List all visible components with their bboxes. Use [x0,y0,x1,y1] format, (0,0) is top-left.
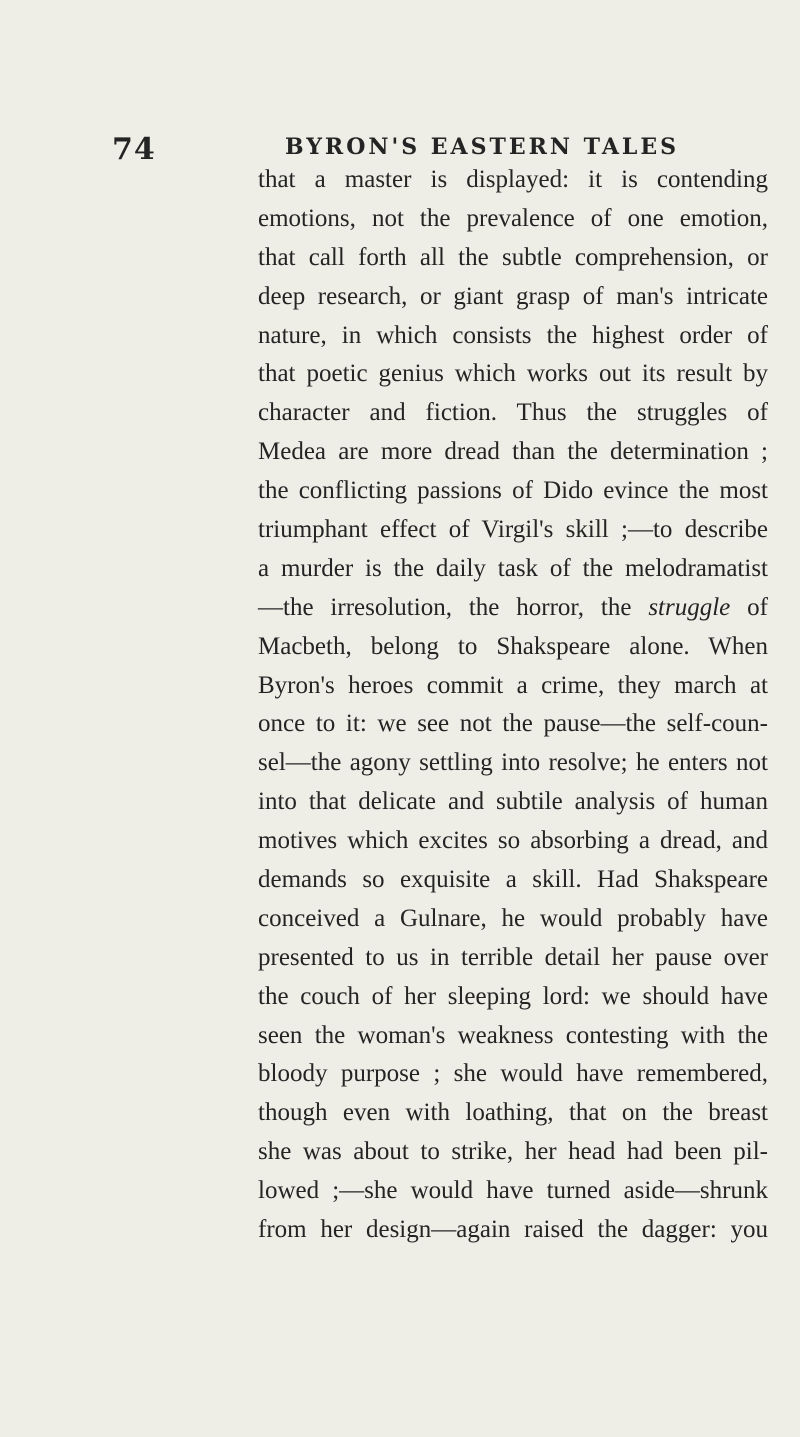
text-line: nature, in which consists the highest order of [258,321,768,349]
text-line: sel—the agony settling into resolve; he enters not [258,749,768,777]
text-line: once to it: we see not the pause—the self-coun- [258,710,768,738]
text-line: into that delicate and subtile analysis of human [258,788,768,816]
text-line: that a master is displayed: it is contending [258,166,768,193]
text-line: Medea are more dread than the determination ; [258,438,768,466]
text-line: conceived a Gulnare, he would probably have [258,904,768,932]
text-line: a murder is the daily task of the melodramatist [258,554,768,582]
text-line: bloody purpose ; she would have remembered, [258,1060,768,1088]
text-line: seen the woman's weakness contesting with the [258,1021,768,1049]
italic-word: struggle [648,593,731,621]
text-line: that poetic genius which works out its result by [258,360,768,388]
text-line: the conflicting passions of Dido evince the most [258,477,768,505]
text-line: lowed ;—she would have turned aside—shrunk [258,1177,768,1205]
body-text [258,161,768,1250]
running-title: BYRON'S EASTERN TALES [285,134,680,160]
text-line: that call forth all the subtle comprehension, or [258,243,768,271]
text-segment: —the irresolution, the horror, the [258,593,649,621]
text-line [258,589,768,628]
text-line: the couch of her sleeping lord: we should have [258,982,768,1010]
text-line: deep research, or giant grasp of man's intricate [258,282,768,310]
text-line: demands so exquisite a skill. Had Shakspeare [258,866,768,894]
text-line: Macbeth, belong to Shakspeare alone. When [258,632,768,660]
text-line: emotions, not the prevalence of one emotion, [258,204,768,232]
text-line: from her design—again raised the dagger: you [258,1216,768,1244]
text-line: Byron's heroes commit a crime, they march at [258,671,768,699]
text-line: though even with loathing, that on the breast [258,1099,768,1127]
text-line: she was about to strike, her head had been pil- [258,1138,768,1166]
text-line: motives which excites so absorbing a dread, and [258,827,768,855]
text-line: character and fiction. Thus the struggles of [258,399,768,427]
text-line: presented to us in terrible detail her pause over [258,943,768,971]
text-segment: of [730,593,768,621]
text-line: triumphant effect of Virgil's skill ;—to describe [258,516,768,544]
page-number: 74 [112,132,156,167]
